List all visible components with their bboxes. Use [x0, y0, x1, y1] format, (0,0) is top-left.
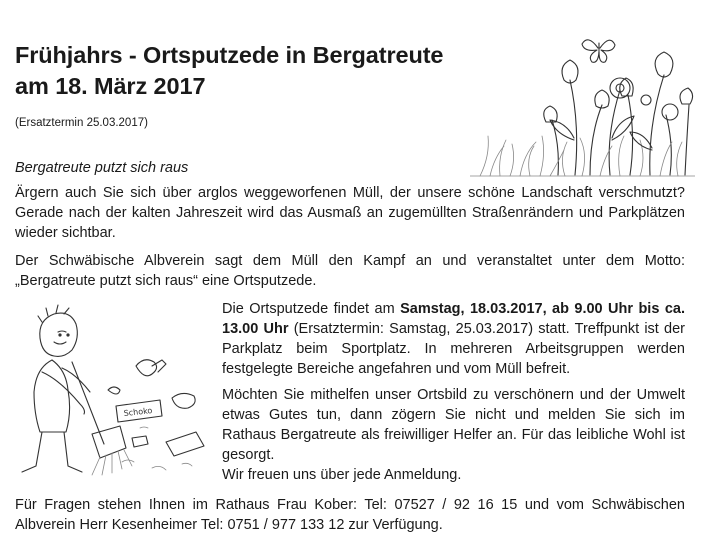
paragraph-thanks: Wir freuen uns über jede Anmeldung.: [222, 467, 462, 483]
sweeping-man-illustration: [12, 302, 217, 484]
paragraph-contact: Für Fragen stehen Ihnen im Rathaus Frau Kober: Tel: 07527 / 92 16 15 und vom Schwäbischen Albverein Herr Kesenheimer Tel: 0751 / 977 133 12 zur Verfügung.: [15, 497, 685, 533]
title-line-1: Frühjahrs - Ortsputzede in Bergatreute: [15, 42, 444, 68]
paragraph-intro: Ärgern auch Sie sich über arglos weggeworfenen Müll, der unsere schöne Landschaft verschmutzt? Gerade nach der kalten Jahreszeit wird das Ausmaß an zugemüllten Straßenrändern und Parkplätzen wieder sichtbar.: [15, 185, 685, 241]
title-line-2: am 18. März 2017: [15, 73, 206, 99]
paragraph-motto: Der Schwäbische Albverein sagt dem Müll den Kampf an und veranstaltet unter dem Motto: „Bergatreute putzt sich raus“ eine Ortsputzede.: [15, 253, 685, 289]
date-details-text: (Ersatztermin: Samstag, 25.03.2017) statt. Treffpunkt ist der Parkplatz beim Sportplatz. In mehreren Arbeitsgruppen werden festgelegte Bereiche angefahren und vom Müll befreit.: [222, 321, 685, 377]
flowers-butterfly-illustration: [470, 30, 695, 180]
alternate-date-note: (Ersatztermin 25.03.2017): [15, 117, 148, 129]
butterfly-icon: [582, 40, 615, 62]
date-intro-text: Die Ortsputzede findet am: [222, 301, 401, 317]
schoko-box-icon: [116, 400, 162, 422]
paragraph-date-details: [222, 299, 685, 379]
box-label: Schoko: [123, 406, 153, 418]
page-title: [15, 40, 485, 102]
slogan: Bergatreute putzt sich raus: [15, 160, 189, 176]
event-datetime: Samstag, 18.03.2017, ab 9.00 Uhr bis ca. 13.00 Uhr: [222, 301, 685, 337]
paragraph-call-to-help: Möchten Sie mithelfen unser Ortsbild zu verschönern und der Umwelt etwas Gutes tun, dann zögern Sie nicht und melden Sie sich im Rathaus Bergatreute als freiwilliger Helfer an. Für das leibliche Wohl ist gesorgt.: [222, 387, 685, 463]
